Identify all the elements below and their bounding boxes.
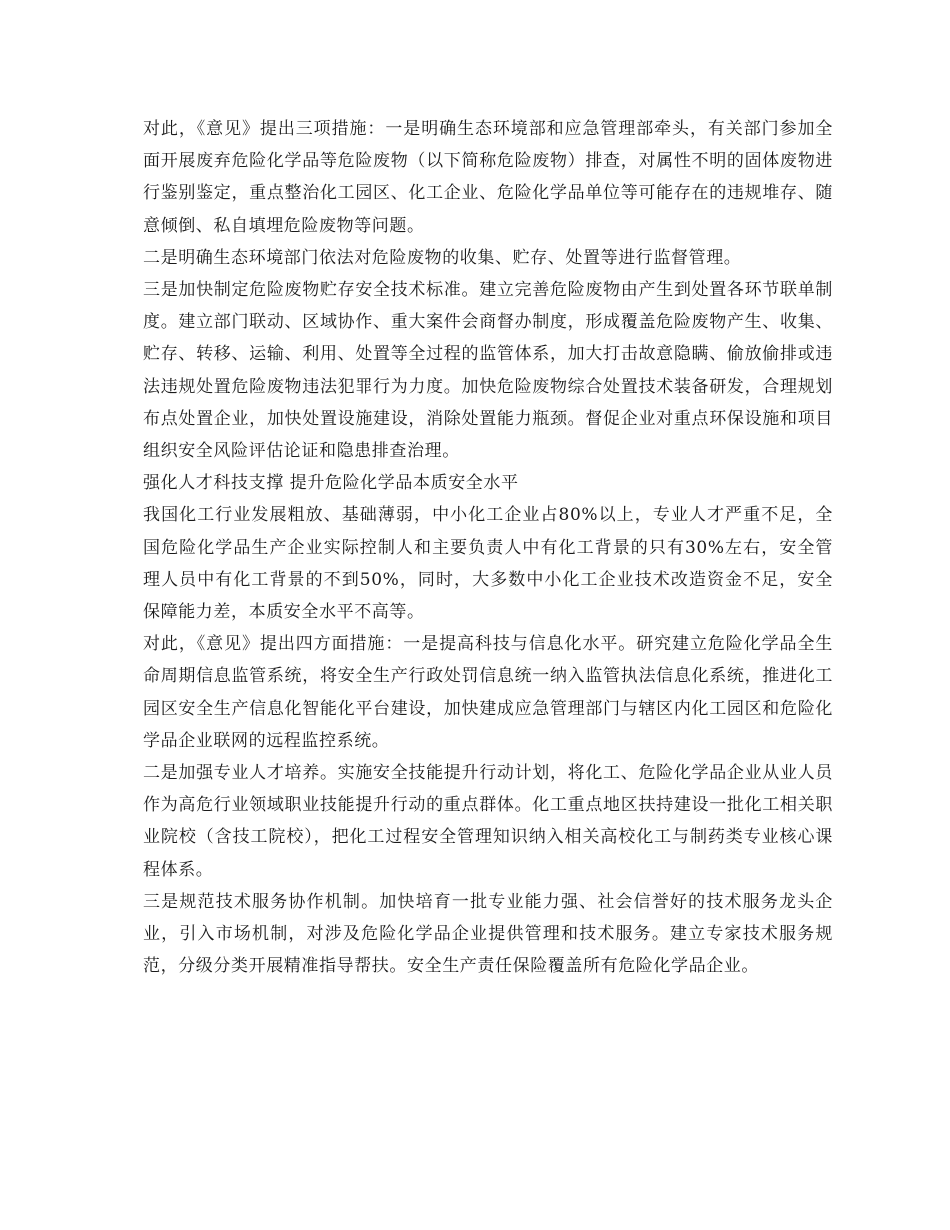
paragraph-talent-training: 二是加强专业人才培养。实施安全技能提升行动计划，将化工、危险化学品企业从业人员作为高危行业领域职业技能提升行动的重点群体。化工重点地区扶持建设一批化工相关职业院校（含技工院校），把化工过程安全管理知识纳入相关高校化工与制药类专业核心课程体系。	[143, 763, 833, 880]
paragraph-industry-background: 我国化工行业发展粗放、基础薄弱，中小化工企业占80%以上，专业人才严重不足，全国危险化学品生产企业实际控制人和主要负责人中有化工背景的只有30%左右，安全管理人员中有化工背景的不到50%，同时，大多数中小化工企业技术改造资金不足，安全保障能力差，本质安全水平不高等。	[143, 505, 833, 623]
section-heading-talent-technology: 强化人才科技支撑 提升危险化学品本质安全水平	[143, 473, 519, 494]
paragraph-hazardous-waste-supervision: 二是明确生态环境部门依法对危险废物的收集、贮存、处置等进行监督管理。	[143, 247, 742, 268]
document-body	[143, 113, 833, 982]
paragraph-hazardous-waste-measures-intro: 对此，《意见》提出三项措施：一是明确生态环境部和应急管理部牵头，有关部门参加全面开展废弃危险化学品等危险废物（以下简称危险废物）排查，对属性不明的固体废物进行鉴别鉴定，重点整治化工园区、化工企业、危险化学品单位等可能存在的违规堆存、随意倾倒、私自填埋危险废物等问题。	[143, 119, 833, 236]
paragraph-technology-informatization: 对此，《意见》提出四方面措施：一是提高科技与信息化水平。研究建立危险化学品全生命周期信息监管系统，将安全生产行政处罚信息统一纳入监管执法信息化系统，推进化工园区安全生产信息化智能化平台建设，加快建成应急管理部门与辖区内化工园区和危险化学品企业联网的远程监控系统。	[143, 634, 833, 751]
paragraph-hazardous-waste-standards: 三是加快制定危险废物贮存安全技术标准。建立完善危险废物由产生到处置各环节联单制度。建立部门联动、区域协作、重大案件会商督办制度，形成覆盖危险废物产生、收集、贮存、转移、运输、利用、处置等全过程的监管体系，加大打击故意隐瞒、偷放偷排或违法违规处置危险废物违法犯罪行为力度。加快危险废物综合处置技术装备研发，合理规划布点处置企业，加快处置设施建设，消除处置能力瓶颈。督促企业对重点环保设施和项目组织安全风险评估论证和隐患排查治理。	[143, 280, 833, 462]
paragraph-technical-service: 三是规范技术服务协作机制。加快培育一批专业能力强、社会信誉好的技术服务龙头企业，引入市场机制，对涉及危险化学品企业提供管理和技术服务。建立专家技术服务规范，分级分类开展精准指导帮扶。安全生产责任保险覆盖所有危险化学品企业。	[143, 891, 833, 977]
